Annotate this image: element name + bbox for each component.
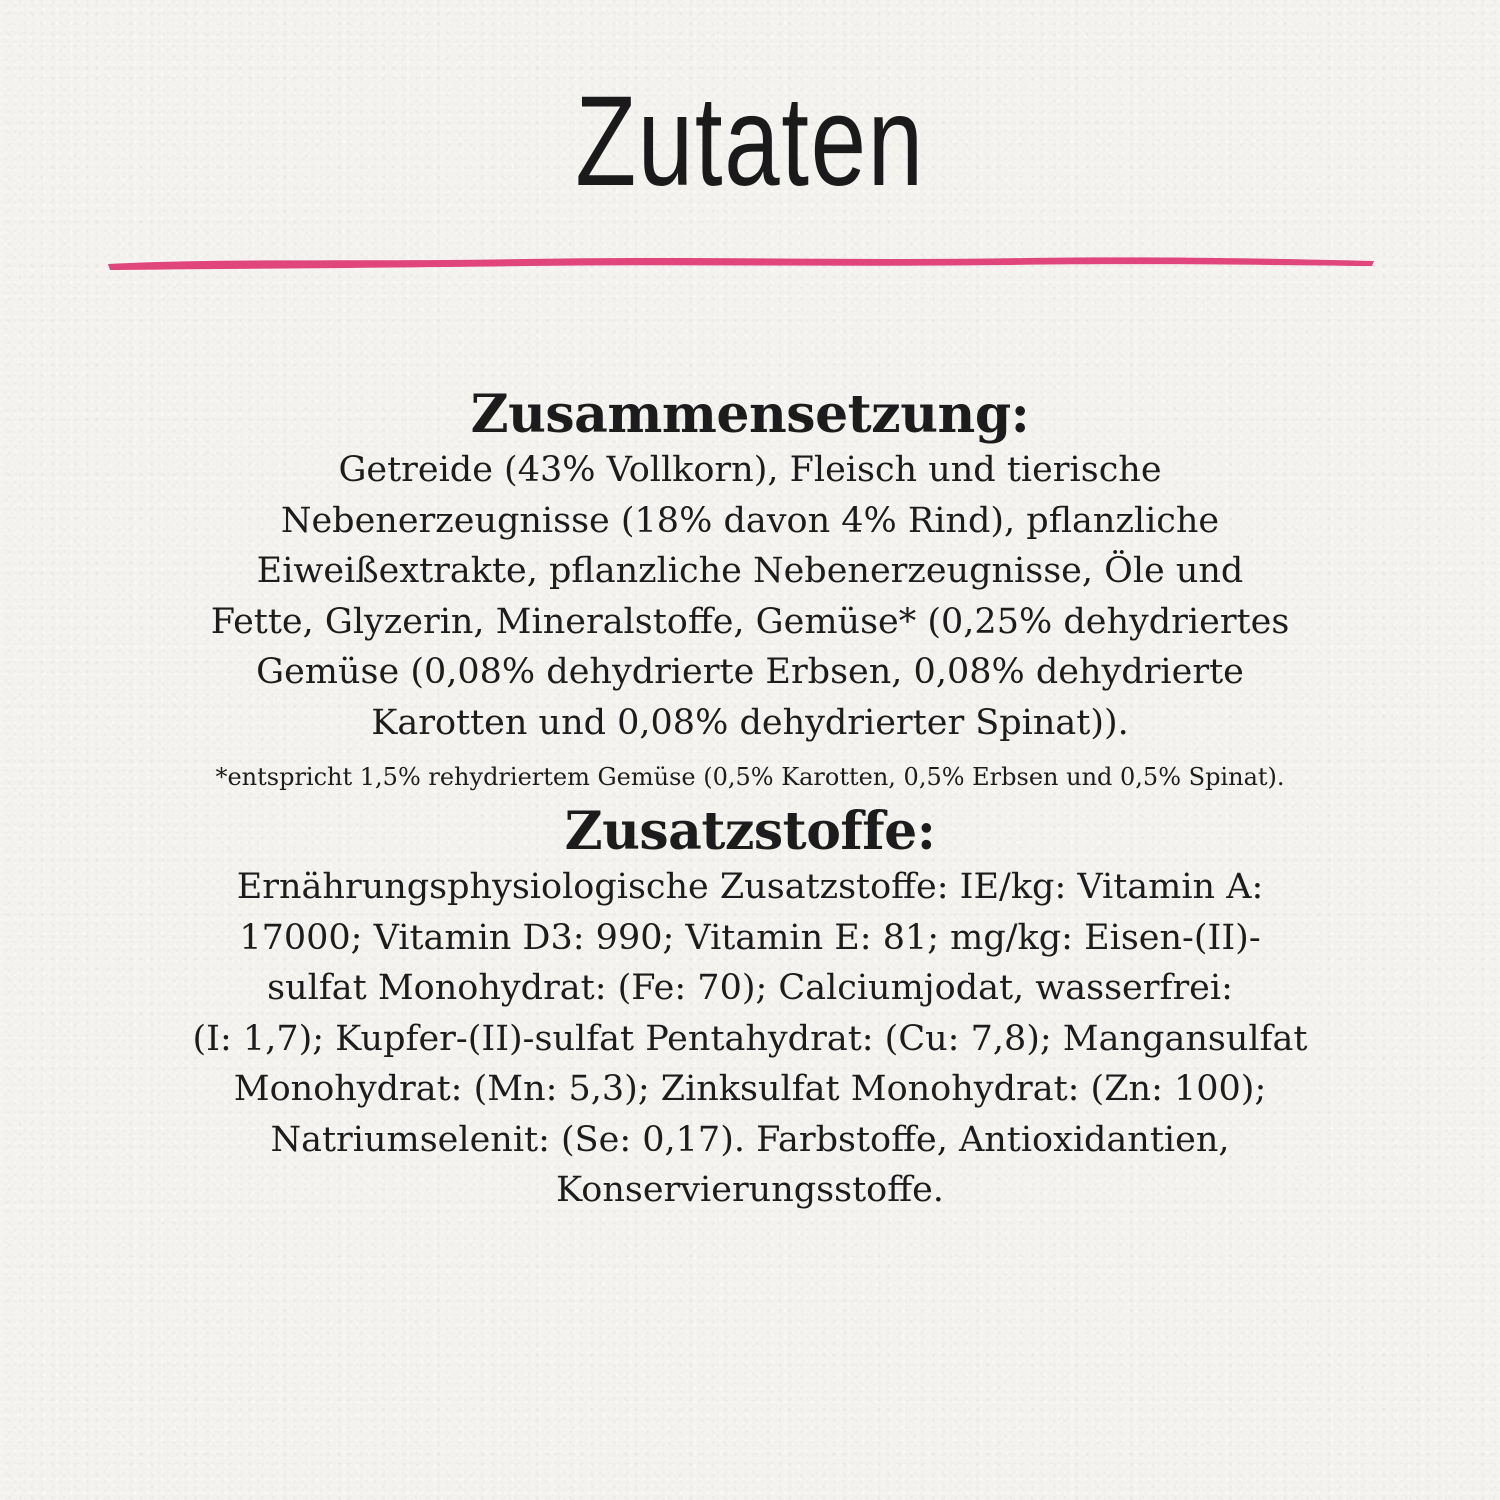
composition-line: Fette, Glyzerin, Mineralstoffe, Gemüse* (0,25% dehydriertes bbox=[210, 601, 1290, 642]
additives-line: Konservierungsstoffe. bbox=[556, 1170, 944, 1210]
composition-line: Karotten und 0,08% dehydrierter Spinat)). bbox=[371, 702, 1129, 743]
composition-line: Gemüse (0,08% dehydrierte Erbsen, 0,08% dehydrierte bbox=[256, 652, 1244, 692]
composition-line: Eiweißextrakte, pflanzliche Nebenerzeugnisse, Öle und bbox=[256, 551, 1244, 591]
additives-line: Natriumselenit: (Se: 0,17). Farbstoffe, Antioxidantien, bbox=[270, 1119, 1230, 1160]
additives-heading: Zusatzstoffe: bbox=[564, 801, 936, 862]
additives-line: 17000; Vitamin D3: 990; Vitamin E: 81; mg/kg: Eisen-(II)- bbox=[239, 917, 1261, 958]
composition-heading: Zusammensetzung: bbox=[470, 384, 1030, 445]
divider-stroke bbox=[108, 257, 1374, 270]
additives-text bbox=[150, 862, 1350, 1216]
composition-footnote: *entspricht 1,5% rehydriertem Gemüse (0,5% Karotten, 0,5% Erbsen und 0,5% Spinat). bbox=[215, 763, 1285, 791]
additives-line: sulfat Monohydrat: (Fe: 70); Calciumjodat, wasserfrei: bbox=[267, 968, 1233, 1008]
composition-text bbox=[150, 445, 1350, 748]
additives-line: Ernährungsphysiologische Zusatzstoffe: IE/kg: Vitamin A: bbox=[236, 867, 1264, 907]
page-title: Zutaten bbox=[575, 70, 925, 213]
composition-line: Getreide (43% Vollkorn), Fleisch und tierische bbox=[338, 450, 1162, 490]
pink-divider-line bbox=[106, 250, 1376, 274]
ingredients-content bbox=[150, 385, 1350, 1216]
additives-line: Monohydrat: (Mn: 5,3); Zinksulfat Monohydrat: (Zn: 100); bbox=[233, 1069, 1267, 1109]
composition-line: Nebenerzeugnisse (18% davon 4% Rind), pflanzliche bbox=[280, 500, 1220, 541]
additives-line: (I: 1,7); Kupfer-(II)-sulfat Pentahydrat: (Cu: 7,8); Mangansulfat bbox=[192, 1018, 1308, 1059]
